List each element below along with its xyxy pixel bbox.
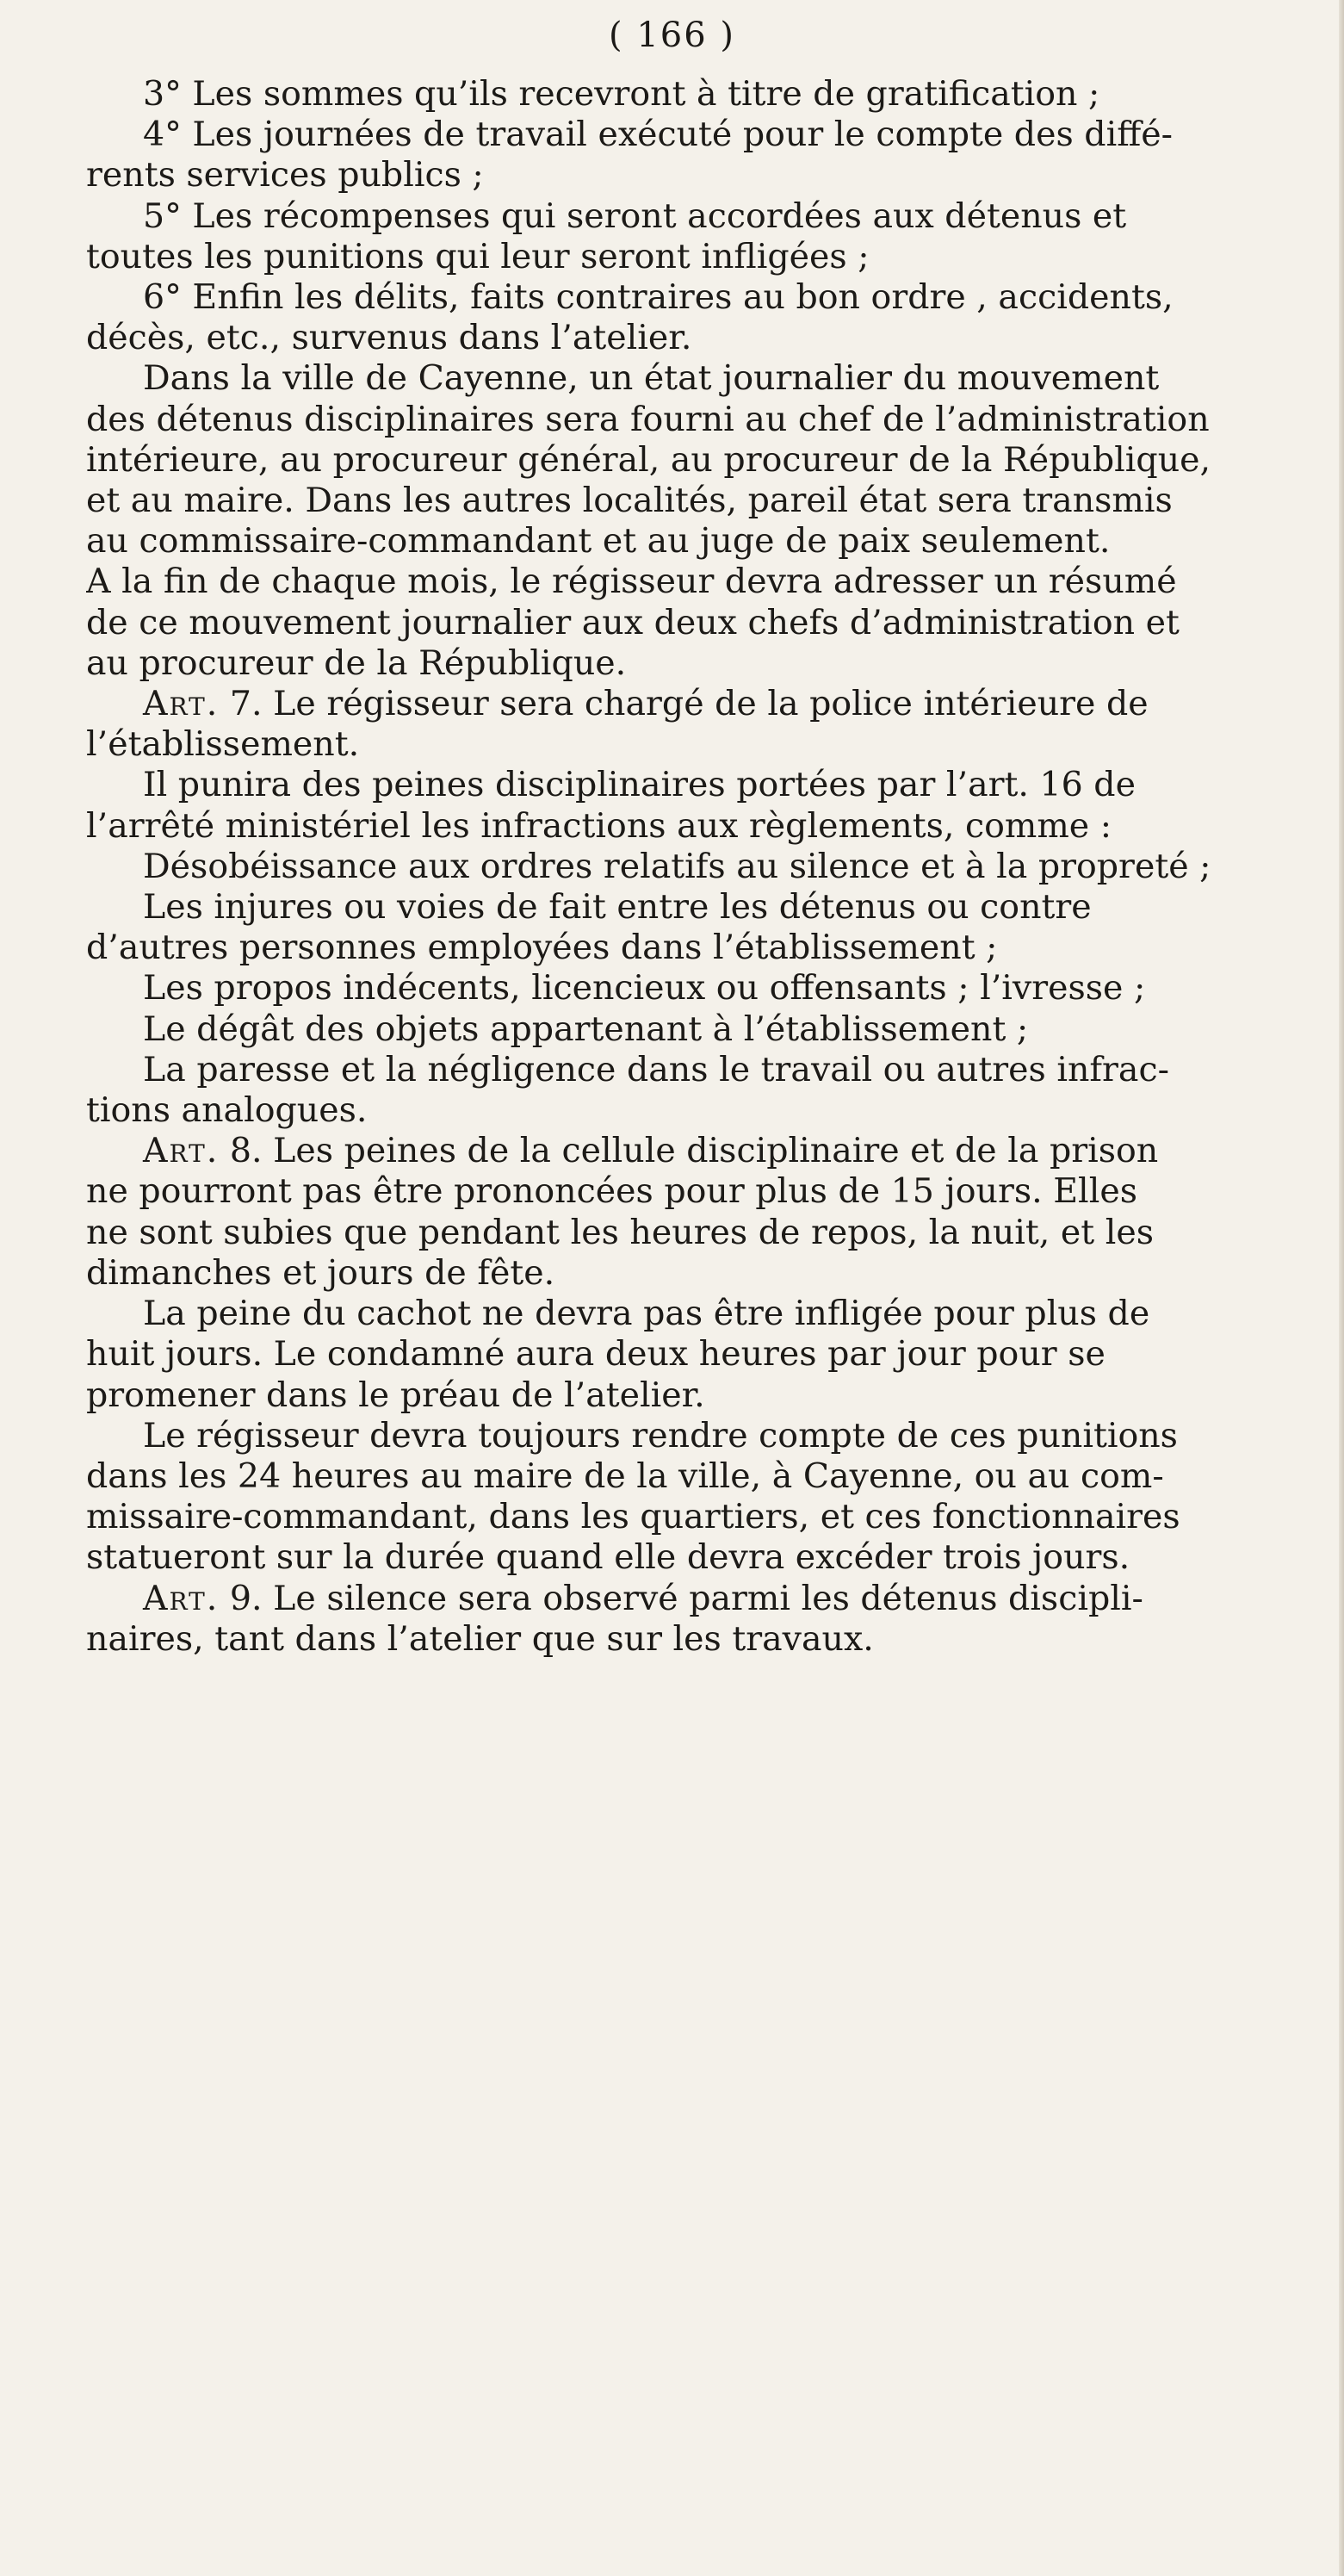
text-line: La peine du cachot ne devra pas être infligée pour plus de: [143, 1294, 1150, 1334]
text-line: promener dans le préau de l’atelier.: [86, 1375, 705, 1415]
text-line: huit jours. Le condamné aura deux heures par jour pour se: [86, 1334, 1106, 1375]
text-line: Le régisseur devra toujours rendre compte de ces punitions: [143, 1415, 1178, 1456]
text-line: missaire-commandant, dans les quartiers, et ces fonctionnaires: [86, 1497, 1180, 1537]
text-line: de ce mouvement journalier aux deux chefs d’administration et: [86, 602, 1180, 642]
text-line: l’établissement.: [86, 724, 360, 765]
text-line: 5° Les récompenses qui seront accordées aux détenus et: [143, 196, 1127, 236]
text-line: 6° Enfin les délits, faits contraires au bon ordre , accidents,: [143, 277, 1174, 318]
text-line: au procureur de la République.: [86, 642, 627, 683]
text-line: Il punira des peines disciplinaires portées par l’art. 16 de: [143, 765, 1136, 805]
article-line: [86, 1131, 1335, 1171]
article-line: [86, 1579, 1335, 1619]
article-text: 9. Le silence sera observé parmi les détenus discipli-: [219, 1578, 1143, 1618]
article-label: Art.: [143, 1578, 220, 1618]
text-line: statueront sur la durée quand elle devra excéder trois jours.: [86, 1537, 1130, 1578]
text-line: tions analogues.: [86, 1090, 368, 1131]
text-line: La paresse et la négligence dans le travail ou autres infrac-: [143, 1049, 1169, 1089]
text-line: A la fin de chaque mois, le régisseur devra adresser un résumé: [86, 562, 1177, 602]
text-line: l’arrêté ministériel les infractions aux règlements, comme :: [86, 805, 1112, 846]
text-line: décès, etc., survenus dans l’atelier.: [86, 318, 692, 358]
text-line: Le dégât des objets appartenant à l’établissement ;: [143, 1009, 1029, 1049]
page-edge: [1339, 0, 1344, 2576]
text-line: Désobéissance aux ordres relatifs au silence et à la propreté ;: [143, 846, 1211, 886]
article-text: 7. Le régisseur sera chargé de la police intérieure de: [219, 684, 1149, 724]
article-text: 8. Les peines de la cellule disciplinaire et de la prison: [219, 1131, 1159, 1171]
text-line: rents services publics ;: [86, 155, 484, 196]
text-line: au commissaire-commandant et au juge de paix seulement.: [86, 521, 1111, 562]
text-line: Les propos indécents, licencieux ou offensants ; l’ivresse ;: [143, 968, 1146, 1009]
text-line: et au maire. Dans les autres localités, pareil état sera transmis: [86, 481, 1173, 521]
page-number: ( 166 ): [609, 16, 735, 55]
text-line: intérieure, au procureur général, au procureur de la République,: [86, 439, 1211, 480]
text-line: des détenus disciplinaires sera fourni au chef de l’administration: [86, 399, 1210, 439]
text-line: Dans la ville de Cayenne, un état journalier du mouvement: [143, 358, 1160, 399]
text-line: 4° Les journées de travail exécuté pour le compte des diffé-: [143, 115, 1173, 155]
text-line: ne pourront pas être prononcées pour plus de 15 jours. Elles: [86, 1171, 1137, 1212]
text-line: ne sont subies que pendant les heures de repos, la nuit, et les: [86, 1212, 1155, 1252]
text-line: dans les 24 heures au maire de la ville, à Cayenne, ou au com-: [86, 1456, 1164, 1496]
text-line: d’autres personnes employées dans l’établissement ;: [86, 928, 998, 968]
text-line: Les injures ou voies de fait entre les détenus ou contre: [143, 887, 1092, 928]
text-line: naires, tant dans l’atelier que sur les travaux.: [86, 1618, 874, 1659]
article-line: [86, 684, 1335, 724]
text-line: dimanches et jours de fête.: [86, 1252, 555, 1293]
article-label: Art.: [143, 1131, 220, 1171]
text-line: 3° Les sommes qu’ils recevront à titre de gratification ;: [143, 74, 1100, 114]
body-text: [86, 74, 1335, 1660]
article-label: Art.: [143, 684, 220, 724]
text-line: toutes les punitions qui leur seront infligées ;: [86, 236, 870, 276]
